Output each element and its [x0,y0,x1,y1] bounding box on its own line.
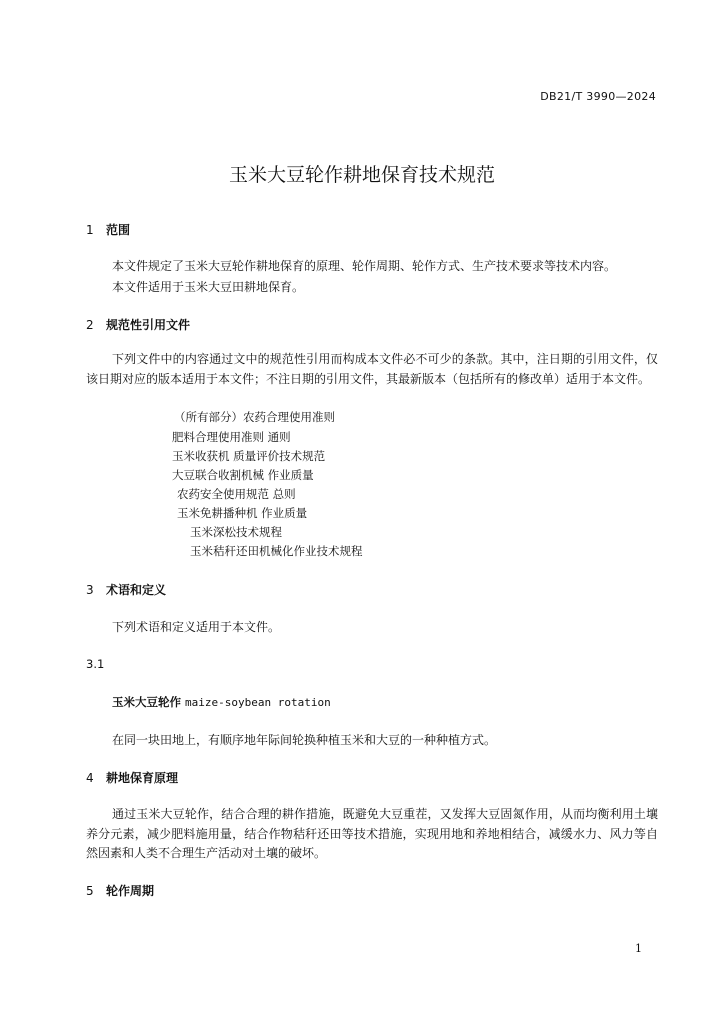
section-4-paragraph: 通过玉米大豆轮作，结合合理的耕作措施，既避免大豆重茬，又发挥大豆固氮作用，从而均衡利用土壤养分元素，减少肥料施用量，结合作物秸秆还田等技术措施，实现用地和养地相结合，减缓水力、风力等自然因素和人类不合理生产活动对土壤的破坏。 [86,807,658,860]
reference-item: 玉米深松技术规程 [190,525,282,539]
clause-number: 3.1 [86,657,105,671]
term-english: maize-soybean rotation [185,696,331,709]
section-1-title: 范围 [106,223,131,237]
reference-item: 玉米秸秆还田机械化作业技术规程 [190,544,363,558]
reference-item: 大豆联合收割机械 作业质量 [172,468,314,482]
section-4-title: 耕地保育原理 [106,771,179,785]
standard-code: DB21/T 3990—2024 [540,90,656,103]
section-3-intro: 下列术语和定义适用于本文件。 [112,620,281,634]
section-3-heading [86,581,166,598]
section-3-title: 术语和定义 [106,583,167,597]
section-3-number: 3 [86,583,94,597]
reference-item: 玉米免耕播种机 作业质量 [177,506,308,520]
section-1-number: 1 [86,223,94,237]
section-5-heading [86,882,154,899]
section-1-heading [86,221,130,238]
section-2-intro: 下列文件中的内容通过文中的规范性引用而构成本文件必不可少的条款。其中，注日期的引用文件，仅该日期对应的版本适用于本文件；不注日期的引用文件，其最新版本（包括所有的修改单）适用于本文件。 [86,352,658,386]
term-entry [112,694,331,710]
reference-item: 玉米收获机 质量评价技术规范 [172,449,326,463]
page-number: 1 [635,942,642,955]
section-1-paragraph-1: 本文件规定了玉米大豆轮作耕地保育的原理、轮作周期、轮作方式、生产技术要求等技术内容。 [112,259,617,273]
term-chinese: 玉米大豆轮作 [112,695,181,709]
section-1-paragraph-2: 本文件适用于玉米大豆田耕地保育。 [112,280,305,294]
section-5-number: 5 [86,884,94,898]
section-2-title: 规范性引用文件 [106,318,191,332]
reference-item: （所有部分）农药合理使用准则 [174,410,335,424]
reference-item: 农药安全使用规范 总则 [177,487,296,501]
document-title: 玉米大豆轮作耕地保育技术规范 [228,164,495,186]
section-4-heading [86,769,178,786]
term-definition: 在同一块田地上，有顺序地年际间轮换种植玉米和大豆的一种种植方式。 [112,733,497,747]
section-5-title: 轮作周期 [106,884,155,898]
reference-item: 肥料合理使用准则 通则 [172,430,291,444]
section-2-heading [86,316,190,333]
section-2-number: 2 [86,318,94,332]
section-4-number: 4 [86,771,94,785]
